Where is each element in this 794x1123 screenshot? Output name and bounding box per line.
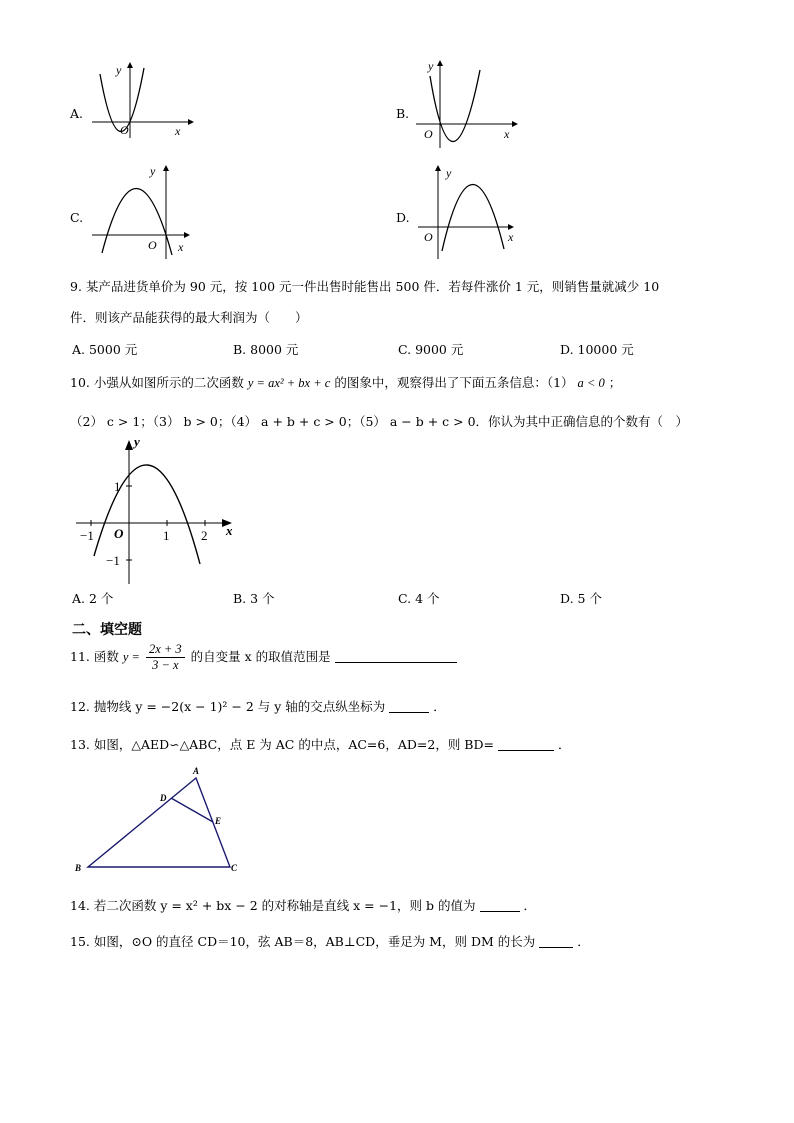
tick-x-neg1: −1 (80, 528, 94, 543)
q9-option-a: A. 5000 元 (72, 342, 138, 357)
q8-graph-d (414, 163, 524, 261)
q11-denominator: 3 − x (152, 658, 179, 672)
q10-option-b: B. 3 个 (233, 591, 275, 606)
tick-y-1: 1 (114, 479, 121, 494)
q8-option-d-label: D. (396, 210, 410, 225)
q11-numerator: 2x + 3 (146, 642, 185, 658)
q10-option-c: C. 4 个 (398, 591, 440, 606)
q8-graph-b (412, 58, 522, 150)
q14-answer-blank[interactable] (480, 898, 520, 912)
q8-option-a-label: A. (70, 106, 84, 121)
q13-answer-blank[interactable] (498, 737, 554, 751)
origin-label: O (114, 526, 124, 541)
vertex-b-label: B (75, 863, 82, 873)
q13-triangle-figure (70, 764, 250, 876)
q12-text: 12. 抛物线 y = −2(x − 1)² − 2 与 y 轴的交点纵坐标为 (70, 699, 386, 714)
q14-text: 14. 若二次函数 y = x² + bx − 2 的对称轴是直线 x = −1，则 b 的值为 (70, 898, 476, 913)
q10-end: ； (608, 375, 622, 390)
x-axis-label: x (178, 240, 184, 254)
q13-line (70, 735, 570, 753)
q11-answer-blank[interactable] (335, 649, 457, 663)
q11-suffix: 的自变量 x 的取值范围是 (190, 649, 331, 664)
x-axis-label: x (226, 523, 233, 538)
q11-line (70, 642, 457, 673)
origin-label: O (424, 127, 433, 141)
y-axis-label: y (446, 166, 452, 180)
tick-x-2: 2 (201, 528, 208, 543)
tick-y-neg1: −1 (106, 553, 120, 568)
q10-mid: 的图象中，观察得出了下面五条信息：（1） (334, 375, 574, 390)
section-title: 二、填空题 (72, 622, 142, 638)
x-axis-label: x (508, 230, 514, 244)
q9-line-1: 9. 某产品进货单价为 90 元，按 100 元一件出售时能售出 500 件．若每件涨价 1 元，则销售量就减少 10 (70, 279, 660, 294)
origin-label: O (148, 238, 157, 252)
point-e-label: E (215, 816, 222, 826)
q15-end: ． (577, 934, 590, 949)
q10-prefix: 10. 小强从如图所示的二次函数 (70, 375, 244, 390)
q11-prefix: 11. 函数 (70, 649, 119, 664)
q9-option-c: C. 9000 元 (398, 342, 464, 357)
x-axis-label: x (175, 124, 181, 138)
origin-label: O (120, 123, 129, 137)
q10-line-1 (70, 373, 621, 391)
origin-label: O (424, 230, 433, 244)
q15-line (70, 932, 590, 950)
q11-lhs: y = (122, 650, 140, 664)
q13-text: 13. 如图，△AED∽△ABC，点 E 为 AC 的中点，AC=6，AD=2，则 BD= (70, 737, 494, 752)
point-d-label: D (160, 793, 167, 803)
tick-x-1: 1 (163, 528, 170, 543)
q10-line-2: （2） c > 1；（3） b > 0；（4） a + b + c > 0；（5） a − b + c > 0．你认为其中正确信息的个数有（ ） (70, 414, 689, 429)
q9-option-d: D. 10000 元 (560, 342, 634, 357)
y-axis-label: y (150, 164, 156, 178)
q8-graph-a (88, 60, 198, 140)
q12-end: ． (433, 699, 446, 714)
q10-condition-1: a < 0 (577, 376, 605, 390)
vertex-c-label: C (231, 863, 238, 873)
y-axis-label: y (428, 59, 434, 73)
q10-function: y = ax² + bx + c (247, 376, 331, 390)
q12-answer-blank[interactable] (389, 699, 429, 713)
q14-line (70, 896, 536, 914)
q10-option-d: D. 5 个 (560, 591, 602, 606)
q15-answer-blank[interactable] (539, 934, 573, 948)
q8-option-c-label: C. (70, 210, 84, 225)
q9-option-b: B. 8000 元 (233, 342, 299, 357)
q10-parabola-graph (72, 436, 242, 586)
y-axis-label: y (116, 63, 122, 77)
vertex-a-label: A (193, 766, 200, 776)
q14-end: ． (523, 898, 536, 913)
q15-text: 15. 如图，⊙O 的直径 CD＝10，弦 AB＝8，AB⊥CD，垂足为 M，则 DM 的长为 (70, 934, 536, 949)
q13-end: ． (557, 737, 571, 752)
q8-graph-c (88, 163, 200, 261)
y-axis-label: y (134, 436, 140, 449)
x-axis-label: x (504, 127, 510, 141)
q10-option-a: A. 2 个 (72, 591, 114, 606)
q9-line-2: 件．则该产品能获得的最大利润为（ ） (70, 310, 308, 325)
q8-option-b-label: B. (396, 106, 410, 121)
q12-line (70, 697, 446, 715)
q11-fraction (146, 642, 185, 673)
